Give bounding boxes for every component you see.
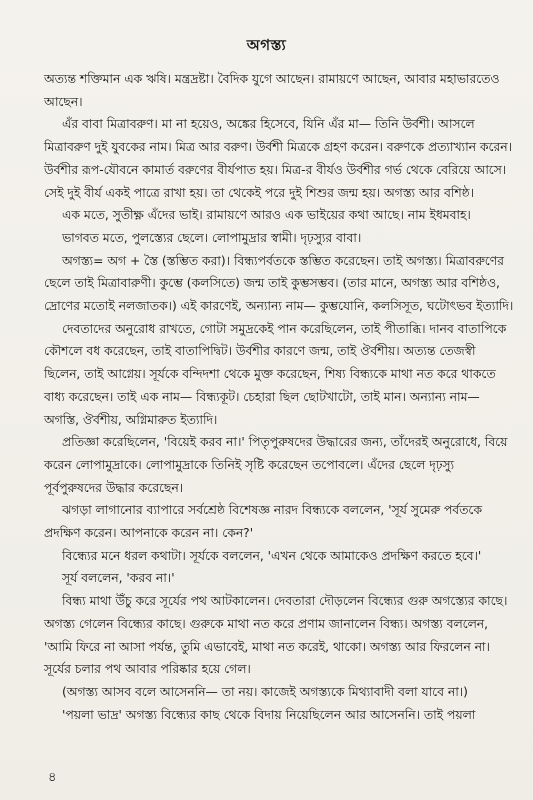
paragraph: (অগস্ত্য আসব বলে আসেননি— তা নয়। কাজেই অগস্ত্যকে মিথ্যাবাদী বলা যাবে না।) [62, 684, 468, 699]
paragraph: ভাগবত মতে, পুলস্ত্যের ছেলে। লোপামুদ্রার স্বামী। দৃঢ়স্যুর বাবা। [62, 230, 362, 245]
paragraph: ঝগড়া লাগানোর ব্যাপারে সর্বশ্রেষ্ঠ বিশেষজ্ঞ নারদ বিন্ধ্যকে বললেন, 'সূর্য সুমেরু পর্বতকে প্রদক্ষিণ করেন। আপনাকে করেন না। কেন?' [44, 503, 482, 541]
paragraph: এঁর বাবা মিত্রাবরুণ। মা না হয়েও, অঙ্কের হিসেবে, যিনি এঁর মা— তিনি উর্বশী। আসলে মিত্রাবরুণ দুই যুবকের নাম। মিত্র আর বরুণ। উর্বশী মিত্রকে গ্রহণ করেন। বরুণকে প্রত্যাখ্যান করেন। উর্বশীর রূপ-যৌবনে কামার্ত বরুণের বীর্যপাত হয়। মিত্র-র বীর্যও উর্বশীর গর্ভ থেকে বেরিয়ে আসে। সেই দুই বীর্য একই পাত্রে রাখা হয়। তা থেকেই পরে দুই শিশুর জন্ম হয়। অগস্ত্য আর বশিষ্ঠ। [44, 117, 512, 200]
paragraph: অগস্ত্য= অগ + স্তৈ (স্তম্ভিত করা)। বিন্ধ্যপর্বতকে স্তম্ভিত করেছেন। তাই অগস্ত্য। মিত্রাবরুণের ছেলে তাই মিত্রাবারুণী। কুম্ভে (কলসিতে) জন্ম তাই কুম্ভসম্ভব। (তার মানে, অগস্ত্য আর বশিষ্ঠও, দ্রোণের মতোই নলজাতক।) এই কারণেই, অন্যান্য নাম— কুম্ভযোনি, কলসিসূত, ঘটোৎভব ইত্যাদি। [44, 253, 514, 314]
page-number: ৪ [48, 770, 57, 785]
chapter-body [44, 68, 514, 726]
paragraph: এক মতে, সুতীক্ষ্ণ এঁদের ভাই। রামায়ণে আরও এক ভাইয়ের কথা আছে। নাম ইধমবাহ। [62, 208, 471, 223]
paragraph: সূর্য বললেন, 'করব না।' [62, 571, 175, 586]
paragraph: 'পয়লা ভাদ্র' অগস্ত্য বিন্ধ্যের কাছ থেকে বিদায় নিয়েছিলেন আর আসেননি। তাই পয়লা [62, 707, 476, 722]
paragraph: বিন্ধ্যের মনে ধরল কথাটা। সূর্যকে বললেন, 'এখন থেকে আমাকেও প্রদক্ষিণ করতে হবে।' [62, 548, 482, 563]
chapter-title: অগস্ত্য [246, 36, 287, 54]
paragraph: বিন্ধ্য মাথা উঁচু করে সূর্যের পথ আটকালেন। দেবতারা দৌড়লেন বিন্ধ্যের গুরু অগস্ত্যের কাছে। অগস্ত্য গেলেন বিন্ধ্যের কাছে। গুরুকে মাথা নত করে প্রণাম জানালেন বিন্ধ্য। অগস্ত্য বললেন, 'আমি ফিরে না আসা পর্যন্ত, তুমি এভাবেই, মাথা নত করেই, থাকো। অগস্ত্য আর ফিরলেন না। সূর্যের চলার পথ আবার পরিষ্কার হয়ে গেল। [44, 594, 508, 677]
paragraph: প্রতিজ্ঞা করেছিলেন, 'বিয়েই করব না।' পিতৃপুরুষদের উদ্ধারের জন্য, তাঁদেরই অনুরোধে, বিয়ে করেন লোপামুদ্রাকে। লোপামুদ্রাকে তিনিই সৃষ্টি করেছেন তপোবলে। এঁদের ছেলে দৃঢ়স্যু পূর্বপুরুষদের উদ্ধার করেছেন। [44, 435, 508, 495]
paragraph: অত্যন্ত শক্তিমান এক ঋষি। মন্ত্রদ্রষ্টা। বৈদিক যুগে আছেন। রামায়ণে আছেন, আবার মহাভারতেও আছেন। [44, 72, 500, 109]
paragraph: দেবতাদের অনুরোধ রাখতে, গোটা সমুদ্রকেই পান করেছিলেন, তাই পীতাব্ধি। দানব বাতাপিকে কৌশলে বধ করেছেন, তাই বাতাপিদ্বিট। উর্বশীর কারণে জন্ম, তাই ঔর্বশীয়। অত্যন্ত তেজস্বী ছিলেন, তাই আগ্নেয়। সূর্যকে বন্দিদশা থেকে মুক্ত করেছেন, শিষ্য বিন্ধ্যকে মাথা নত করে থাকতে বাধ্য করেছেন। তাই এক নাম— বিন্ধ্যকূট। চেহারা ছিল ছোটখাটো, তাই মান। অন্যান্য নাম— অগস্তি, ঔর্বশীয়, অগ্নিমারুত ইত্যাদি। [44, 321, 507, 427]
